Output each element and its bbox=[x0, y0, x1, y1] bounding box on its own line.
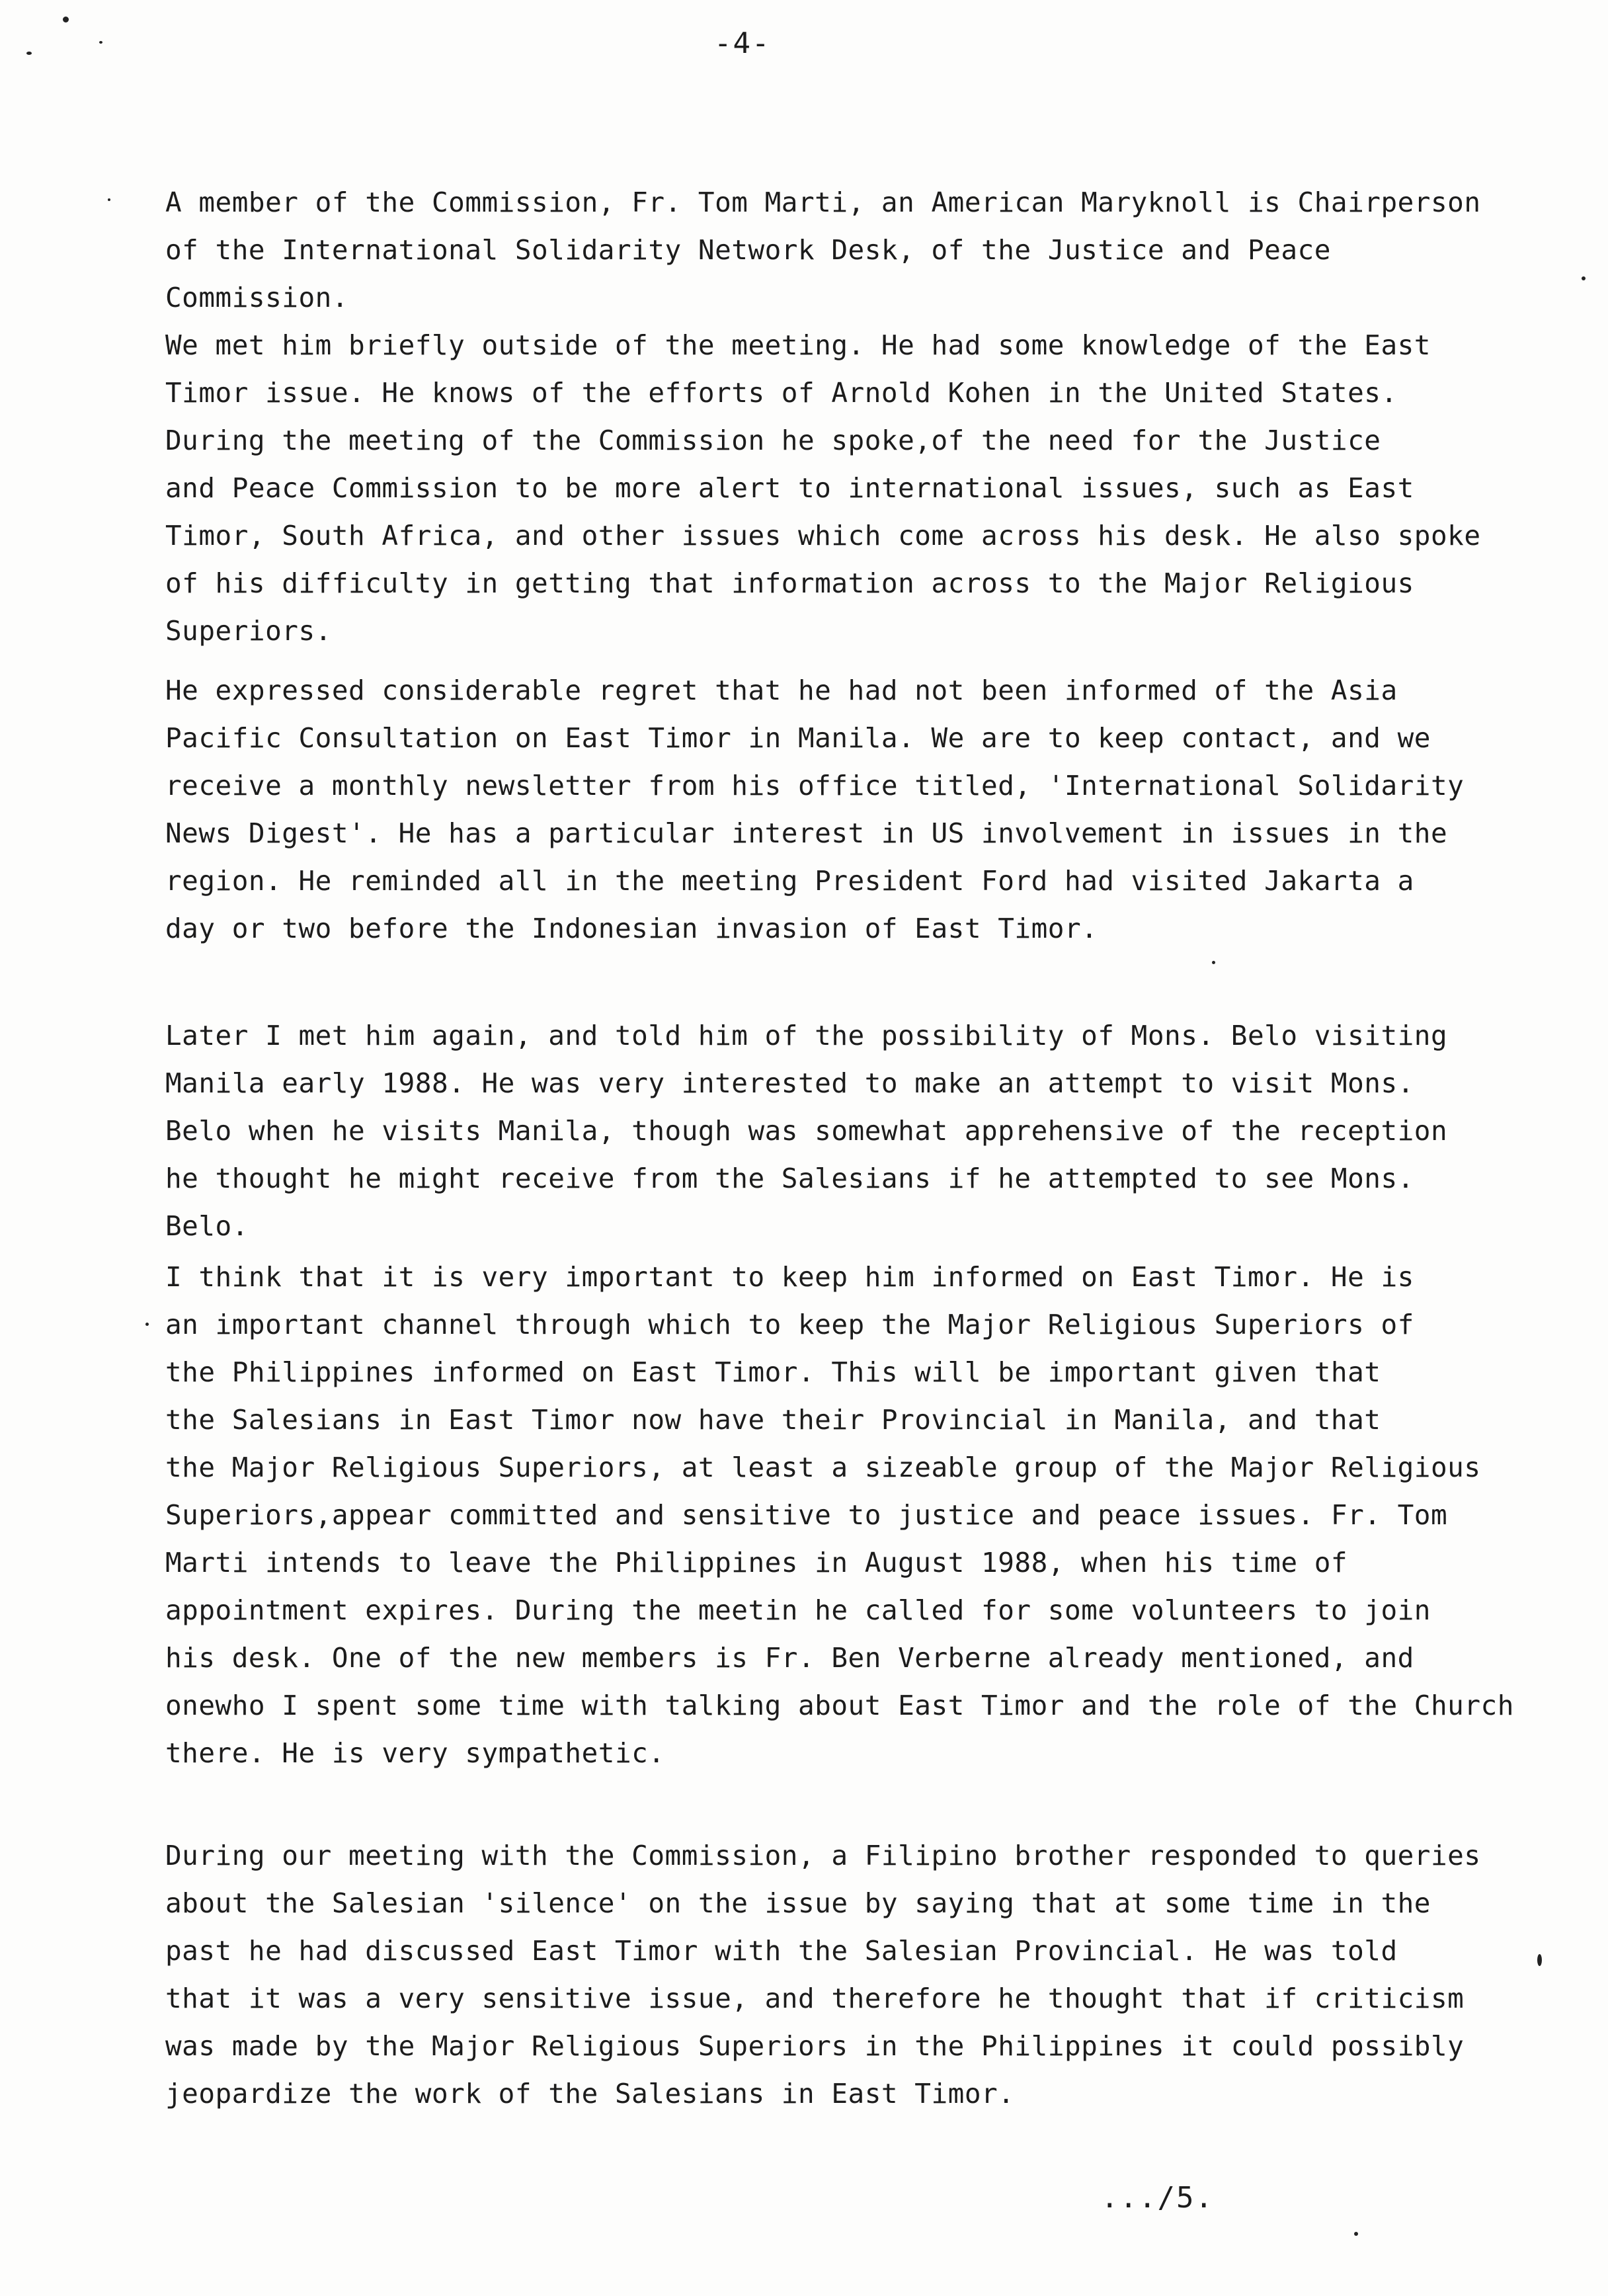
paragraph-newsletter: He expressed considerable regret that he had not been informed of the Asia Pacific Consultation on East Timor in Manila. We are to keep contact, and we receive a monthly newsletter from his office titled, 'International Solidarity News Digest'. He has a particular interest in US involvement in issues in the region. He reminded all in the meeting President Ford had visited Jakarta a day or two before the Indonesian invasion of East Timor. bbox=[165, 675, 1465, 944]
scan-speck bbox=[63, 17, 69, 22]
scan-speck bbox=[145, 1323, 149, 1326]
scan-speck bbox=[1212, 961, 1215, 964]
scan-speck bbox=[108, 198, 110, 201]
scan-speck bbox=[1537, 1954, 1542, 1966]
paragraph-keep-informed: I think that it is very important to keep him informed on East Timor. He is an important channel through which to keep the Major Religious Superiors of the Philippines informed on East Timor. This will be important given that the Salesians in East Timor now have their Provincial in Manila, and that the Major Religious Superiors, at least a sizeable group of the Major Religious Superiors,appear committed and sensitive to justice and peace issues. Fr. Tom Marti intends to leave the Philippines in August 1988, when his time of appointment expires. During the meetin he called for some volunteers to join his desk. One of the new members is Fr. Ben Verberne already mentioned, and onewho I spent some time with talking about East Timor and the role of the Church there. He is very sympathetic. bbox=[165, 1261, 1514, 1769]
scan-speck bbox=[1582, 276, 1586, 280]
scan-speck bbox=[1354, 2232, 1358, 2236]
page-number: -4- bbox=[714, 26, 771, 60]
scan-speck bbox=[26, 52, 32, 55]
scan-speck bbox=[99, 41, 102, 44]
paragraph-mons-belo: Later I met him again, and told him of the possibility of Mons. Belo visiting Manila early 1988. He was very interested to make an attempt to visit Mons. Belo when he visits Manila, though was somewhat apprehensive of the reception he thought he might receive from the Salesians if he attempted to see Mons. Belo. bbox=[165, 1020, 1448, 1242]
continuation-marker: .../5. bbox=[1101, 2181, 1214, 2215]
paragraph-salesian-silence: During our meeting with the Commission, a Filipino brother responded to queries about the Salesian 'silence' on the issue by saying that at some time in the past he had discussed East Timor with the Salesian Provincial. He was told that it was a very sensitive issue, and therefore he thought that if criticism was made by the Major Religious Superiors in the Philippines it could possibly jeopardize the work of the Salesians in East Timor. bbox=[165, 1840, 1481, 2110]
paragraph-tom-marti: A member of the Commission, Fr. Tom Marti, an American Maryknoll is Chairperson of the International Solidarity Network Desk, of the Justice and Peace Commission. We met him briefly outside of the meeting. He had some knowledge of the East Timor issue. He knows of the efforts of Arnold Kohen in the United States. During the meeting of the Commission he spoke,of the need for the Justice and Peace Commission to be more alert to international issues, such as East Timor, South Africa, and other issues which come across his desk. He also spoke of his difficulty in getting that information across to the Major Religious Superiors. bbox=[165, 186, 1481, 647]
